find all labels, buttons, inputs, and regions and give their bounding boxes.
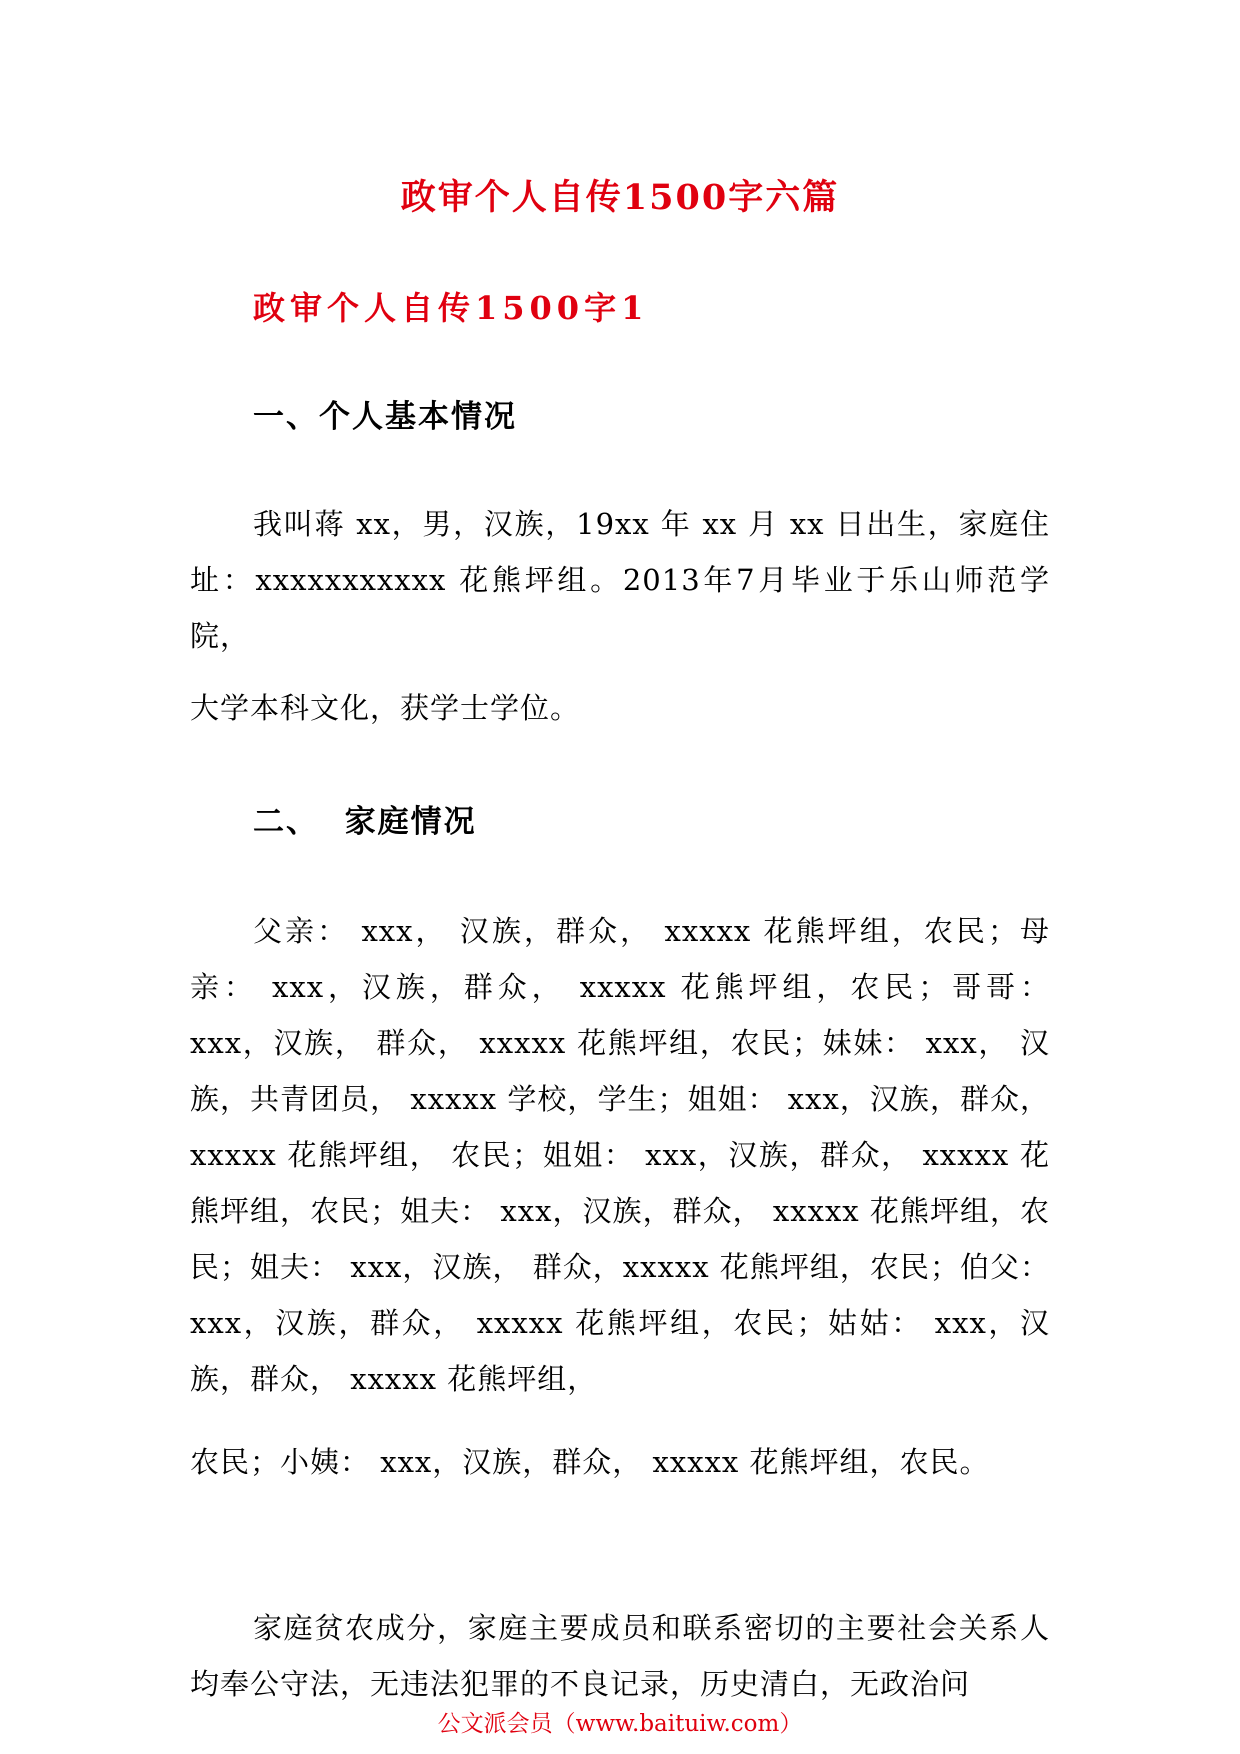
- paragraph-basic-info-continued: 大学本科文化，获学士学位。: [190, 691, 581, 725]
- document-title: 政审个人自传1500字六篇: [400, 177, 840, 218]
- section-heading-family: 二、 家庭情况: [253, 804, 477, 840]
- paragraph-family-members-continued: 农民；小姨： xxx，汉族，群众， xxxxx 花熊坪组，农民。: [190, 1445, 990, 1479]
- footer-watermark: 公文派会员（www.baituiw.com）: [437, 1711, 803, 1737]
- document-subtitle: 政审个人自传1500字1: [253, 289, 649, 327]
- paragraph-basic-info: 我叫蒋 xx，男，汉族，19xx 年 xx 月 xx 日出生，家庭住 址：xxxxxxxxxxx 花熊坪组。2013年7月毕业于乐山师范学院，: [190, 507, 1050, 653]
- paragraph-family-members: 父亲： xxx， 汉族，群众， xxxxx 花熊坪组，农民；母亲： xxx，汉族，群众， xxxxx 花熊坪组，农民；哥哥： xxx，汉族， 群众， xxxxx 花熊坪组，农民；妹妹： xxx， 汉族，共青团员， xxxxx 学校，学生；姐姐： xxx，汉族，群众，xxxxx 花熊坪组， 农民；姐姐： xxx，汉族，群众， xxxxx 花熊坪组，农民；姐夫： xxx，汉族，群众， xxxxx 花熊坪组，农民；姐夫： xxx，汉族， 群众，xxxxx 花熊坪组，农民；伯父： xxx，汉族，群众， xxxxx 花熊坪组，农民；姑姑： xxx，汉族，群众， xxxxx 花熊坪组，: [190, 914, 1050, 1396]
- paragraph-family-background: 家庭贫农成分，家庭主要成员和联系密切的主要社会关系人均奉公守法，无违法犯罪的不良记录，历史清白，无政治问: [190, 1611, 1050, 1701]
- section-heading-basic-info: 一、个人基本情况: [253, 399, 517, 435]
